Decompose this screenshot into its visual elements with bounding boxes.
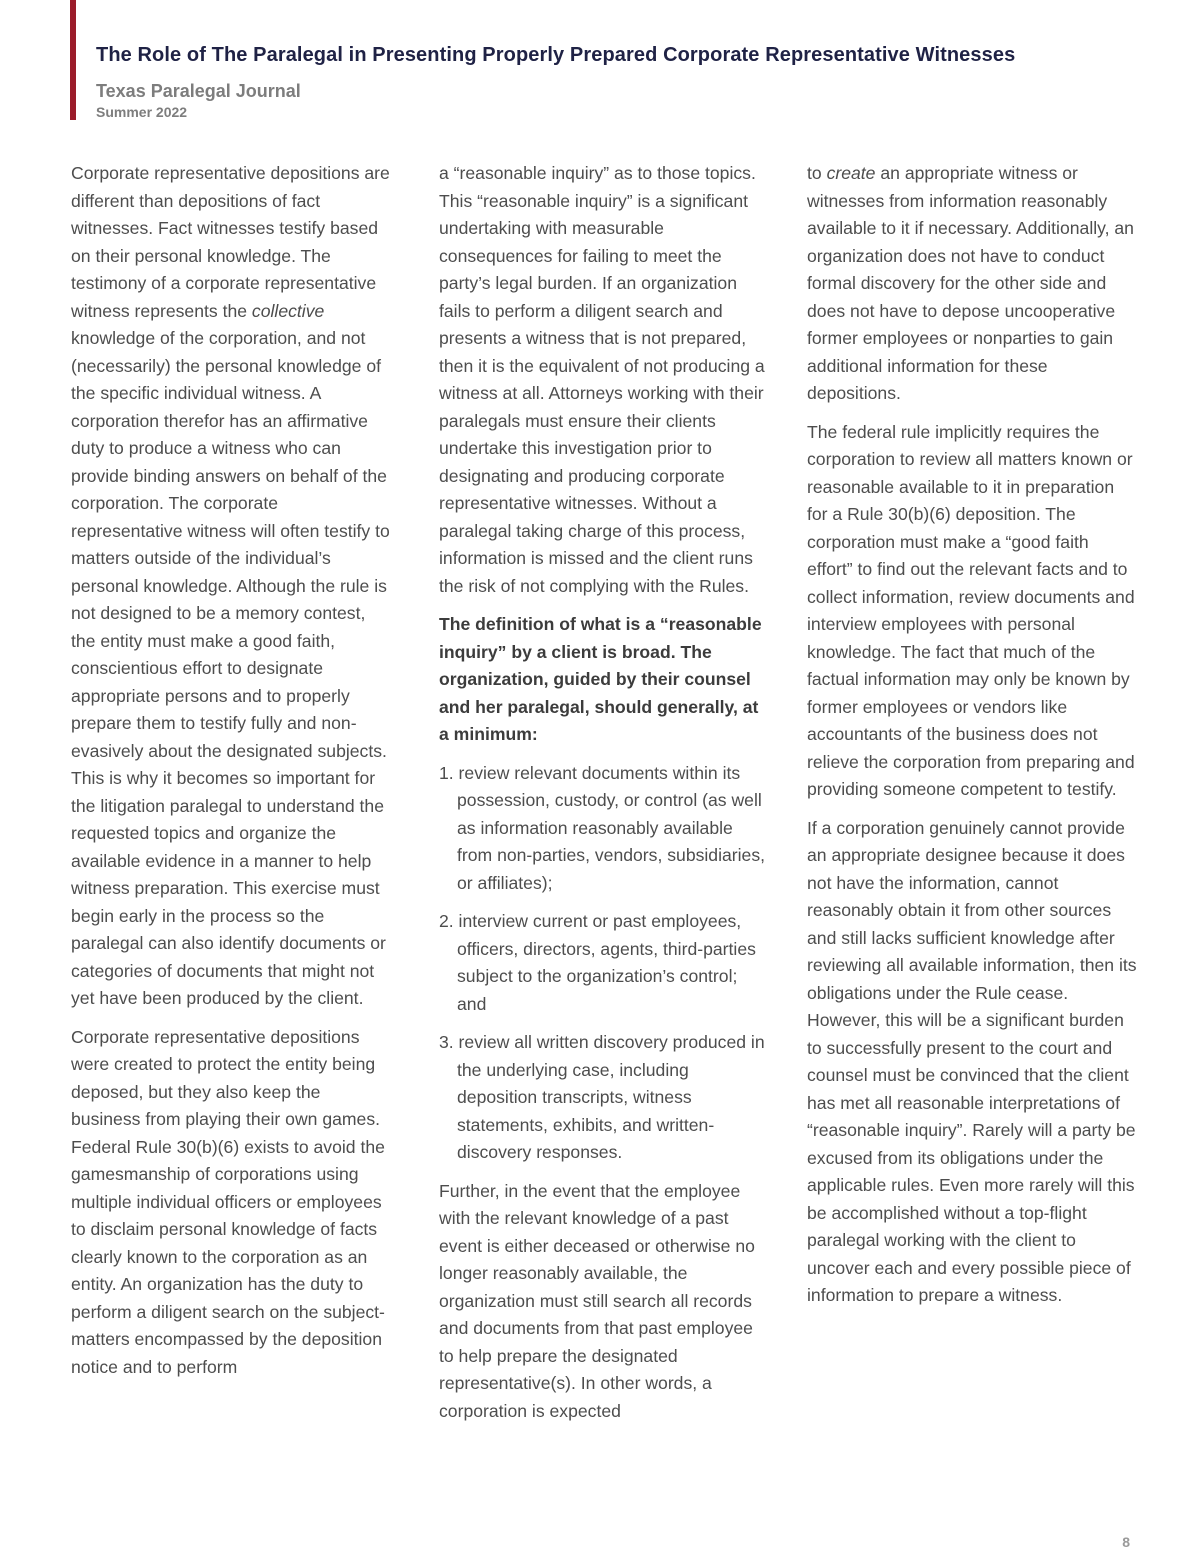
- paragraph: If a corporation genuinely cannot provide an appropriate designee because it does not have the information, cannot reasonably obtain it from other sources and still lacks sufficient knowledge after reviewing all available information, then its obligations under the Rule cease. However, this will be a significant burden to successfully present to the court and counsel must be convinced that the client has met all reasonable interpretations of “reasonable inquiry”. Rarely will a party be excused from its obligations under the applicable rules. Even more rarely will this be accomplished without a top-flight paralegal working with the client to uncover each and every possible piece of information to prepare a witness.: [807, 817, 1137, 1305]
- paragraph: The federal rule implicitly requires the corporation to review all matters known or reasonable available to it in preparation for a Rule 30(b)(6) deposition. The corporation must make a “good faith effort” to find out the relevant facts and to collect information, review documents and interview employees with personal knowledge. The fact that much of the factual information may only be known by former employees or vendors like accountants of the business does not relieve the corporation from preparing and providing someone competent to testify.: [807, 421, 1135, 799]
- column-1: [71, 160, 391, 1392]
- paragraph: Corporate representative depositions are different than depositions of fact witnesses. Fact witnesses testify based on their personal knowledge. The testimony of a corporate representative witness represents the collective knowledge of the corporation, and not (necessarily) the personal knowledge of the specific individual witness. A corporation therefor has an affirmative duty to produce a witness who can provide binding answers on behalf of the corporation. The corporate representative witness will often testify to matters outside of the individual’s personal knowledge. Although the rule is not designed to be a memory contest, the entity must make a good faith, conscientious effort to designate appropriate persons and to properly prepare them to testify fully and non-evasively about the designated subjects. This is why it becomes so important for the litigation paralegal to understand the requested topics and organize the available evidence in a manner to help witness preparation. This exercise must begin early in the process so the paralegal can also identify documents or categories of documents that might not yet have been produced by the client.: [71, 163, 390, 1008]
- paragraph: Further, in the event that the employee with the relevant knowledge of a past event is either deceased or otherwise no longer reasonably available, the organization must still search all records and documents from that past employee to help prepare the designated representative(s). In other words, a corporation is expected: [439, 1180, 755, 1421]
- paragraph: to create an appropriate witness or witnesses from information reasonably available to it if necessary. Additionally, an organization does not have to conduct formal discovery for the other side and does not have to depose uncooperative former employees or nonparties to gain additional information for these depositions.: [807, 163, 1134, 403]
- paragraph: Corporate representative depositions were created to protect the entity being deposed, but they also keep the business from playing their own games. Federal Rule 30(b)(6) exists to avoid the gamesmanship of corporations using multiple individual officers or employees to disclaim personal knowledge of facts clearly known to the corporation as an entity. An organization has the duty to perform a diligent search on the subject-matters encompassed by the deposition notice and to perform: [71, 1026, 385, 1377]
- bold-lead-paragraph: The definition of what is a “reasonable inquiry” by a client is broad. The organization, guided by their counsel and her paralegal, should generally, at a minimum:: [439, 614, 762, 744]
- article-header: [96, 44, 1156, 120]
- article-title: The Role of The Paralegal in Presenting Properly Prepared Corporate Representative Witnesses: [96, 44, 1016, 66]
- list-item: 3. review all written discovery produced in the underlying case, including deposition transcripts, witness statements, exhibits, and written-discovery responses.: [439, 1032, 765, 1162]
- paragraph: a “reasonable inquiry” as to those topics. This “reasonable inquiry” is a significant undertaking with measurable consequences for failing to meet the party’s legal burden. If an organization fails to perform a diligent search and presents a witness that is not prepared, then it is the equivalent of not producing a witness at all. Attorneys working with their paralegals must ensure their clients undertake this investigation prior to designating and producing corporate representative witnesses. Without a paralegal taking charge of this process, information is missed and the client runs the risk of not complying with the Rules.: [439, 163, 765, 596]
- requirements-list: [439, 760, 769, 1167]
- page-number: 8: [1122, 1534, 1130, 1550]
- column-2: [439, 160, 769, 1436]
- emphasis: create: [826, 163, 876, 183]
- accent-bar: [70, 0, 76, 120]
- journal-name: Texas Paralegal Journal: [96, 81, 301, 101]
- list-item: 2. interview current or past employees, officers, directors, agents, third-parties subject to the organization’s control; and: [439, 911, 756, 1014]
- list-item: 1. review relevant documents within its possession, custody, or control (as well as information reasonably available from non-parties, vendors, subsidiaries, or affiliates);: [439, 762, 766, 893]
- issue-date: Summer 2022: [96, 104, 188, 120]
- column-3: [807, 160, 1137, 1321]
- emphasis: collective: [251, 300, 325, 321]
